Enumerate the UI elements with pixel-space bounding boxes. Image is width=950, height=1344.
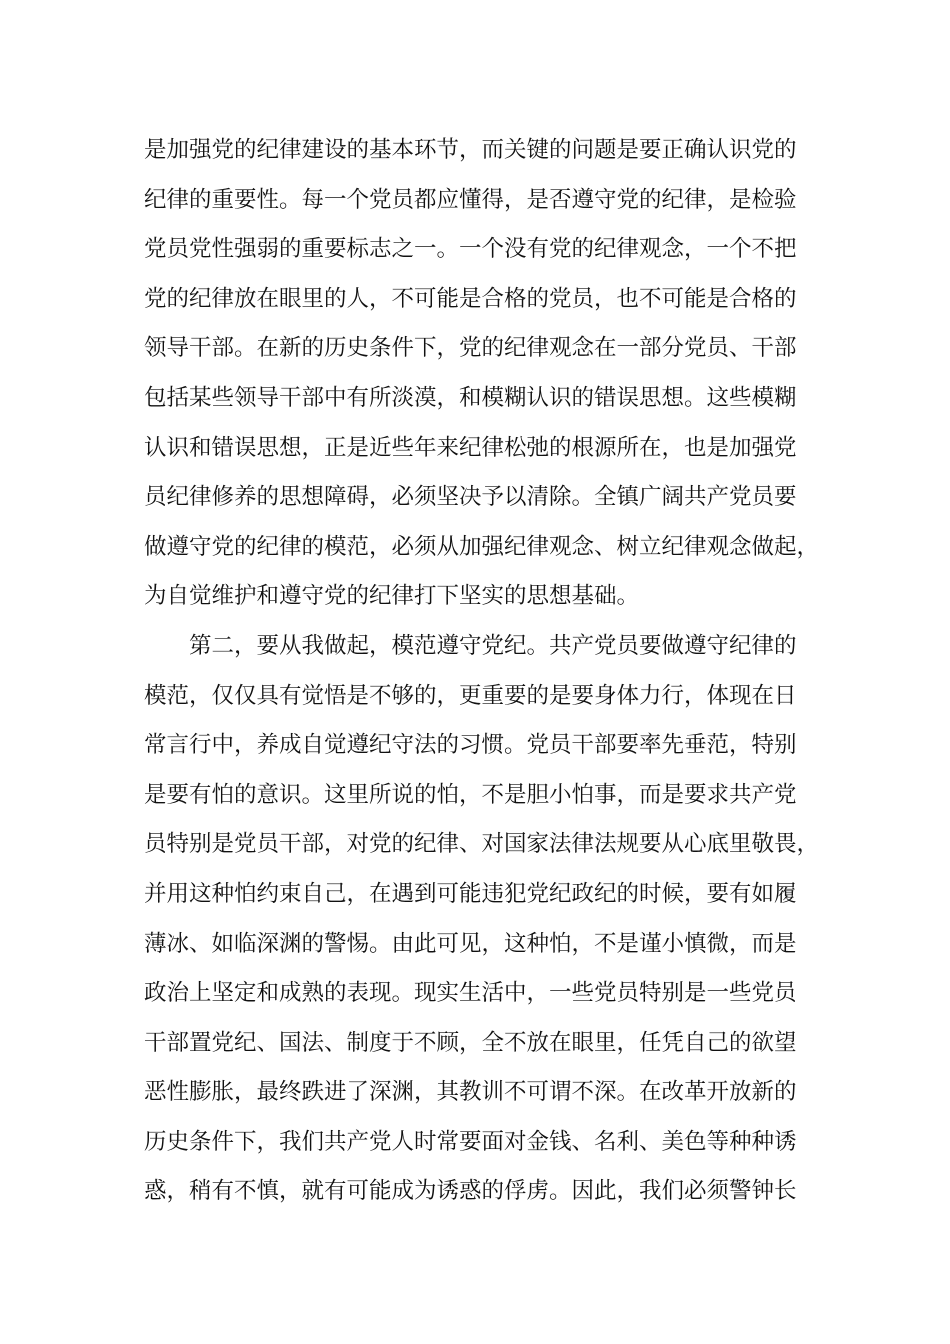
text-line: 党的纪律放在眼里的人，不可能是合格的党员，也不可能是合格的: [144, 285, 797, 312]
text-line: 并用这种怕约束自己，在遇到可能违犯党纪政纪的时候，要有如履: [144, 880, 797, 907]
text-line: 历史条件下，我们共产党人时常要面对金钱、名利、美色等种种诱: [144, 1128, 797, 1155]
text-line: 包括某些领导干部中有所淡漠，和模糊认识的错误思想。这些模糊: [144, 384, 797, 411]
text-line: 员纪律修养的思想障碍，必须坚决予以清除。全镇广阔共产党员要: [144, 484, 797, 511]
text-line: 恶性膨胀，最终跌进了深渊，其教训不可谓不深。在改革开放新的: [144, 1079, 797, 1106]
text-line: 领导干部。在新的历史条件下，党的纪律观念在一部分党员、干部: [144, 335, 797, 362]
text-line: 为自觉维护和遵守党的纪律打下坚实的思想基础。: [144, 583, 640, 610]
text-line: 做遵守党的纪律的模范，必须从加强纪律观念、树立纪律观念做起，: [144, 533, 820, 560]
text-line: 惑，稍有不慎，就有可能成为诱惑的俘虏。因此，我们必须警钟长: [144, 1178, 797, 1205]
text-line: 常言行中，养成自觉遵纪守法的习惯。党员干部要率先垂范，特别: [144, 732, 797, 759]
text-line: 是要有怕的意识。这里所说的怕，不是胆小怕事，而是要求共产党: [144, 781, 797, 808]
text-line: 政治上坚定和成熟的表现。现实生活中，一些党员特别是一些党员: [144, 980, 797, 1007]
text-line: 认识和错误思想，正是近些年来纪律松弛的根源所在，也是加强党: [144, 434, 797, 461]
text-line: 薄冰、如临深渊的警惕。由此可见，这种怕，不是谨小慎微，而是: [144, 930, 797, 957]
text-line: 干部置党纪、国法、制度于不顾，全不放在眼里，任凭自己的欲望: [144, 1029, 797, 1056]
text-line: 是加强党的纪律建设的基本环节，而关键的问题是要正确认识党的: [144, 137, 797, 163]
text-line: 党员党性强弱的重要标志之一。一个没有党的纪律观念，一个不把: [144, 236, 797, 263]
text-line: 纪律的重要性。每一个党员都应懂得，是否遵守党的纪律，是检验: [144, 186, 797, 213]
body-text: [144, 126, 844, 1217]
text-line: 第二，要从我做起，模范遵守党纪。共产党员要做遵守纪律的: [189, 632, 797, 659]
text-line: 员特别是党员干部，对党的纪律、对国家法律法规要从心底里敬畏，: [144, 831, 820, 858]
text-line: 模范，仅仅具有觉悟是不够的，更重要的是要身体力行，体现在日: [144, 682, 797, 709]
